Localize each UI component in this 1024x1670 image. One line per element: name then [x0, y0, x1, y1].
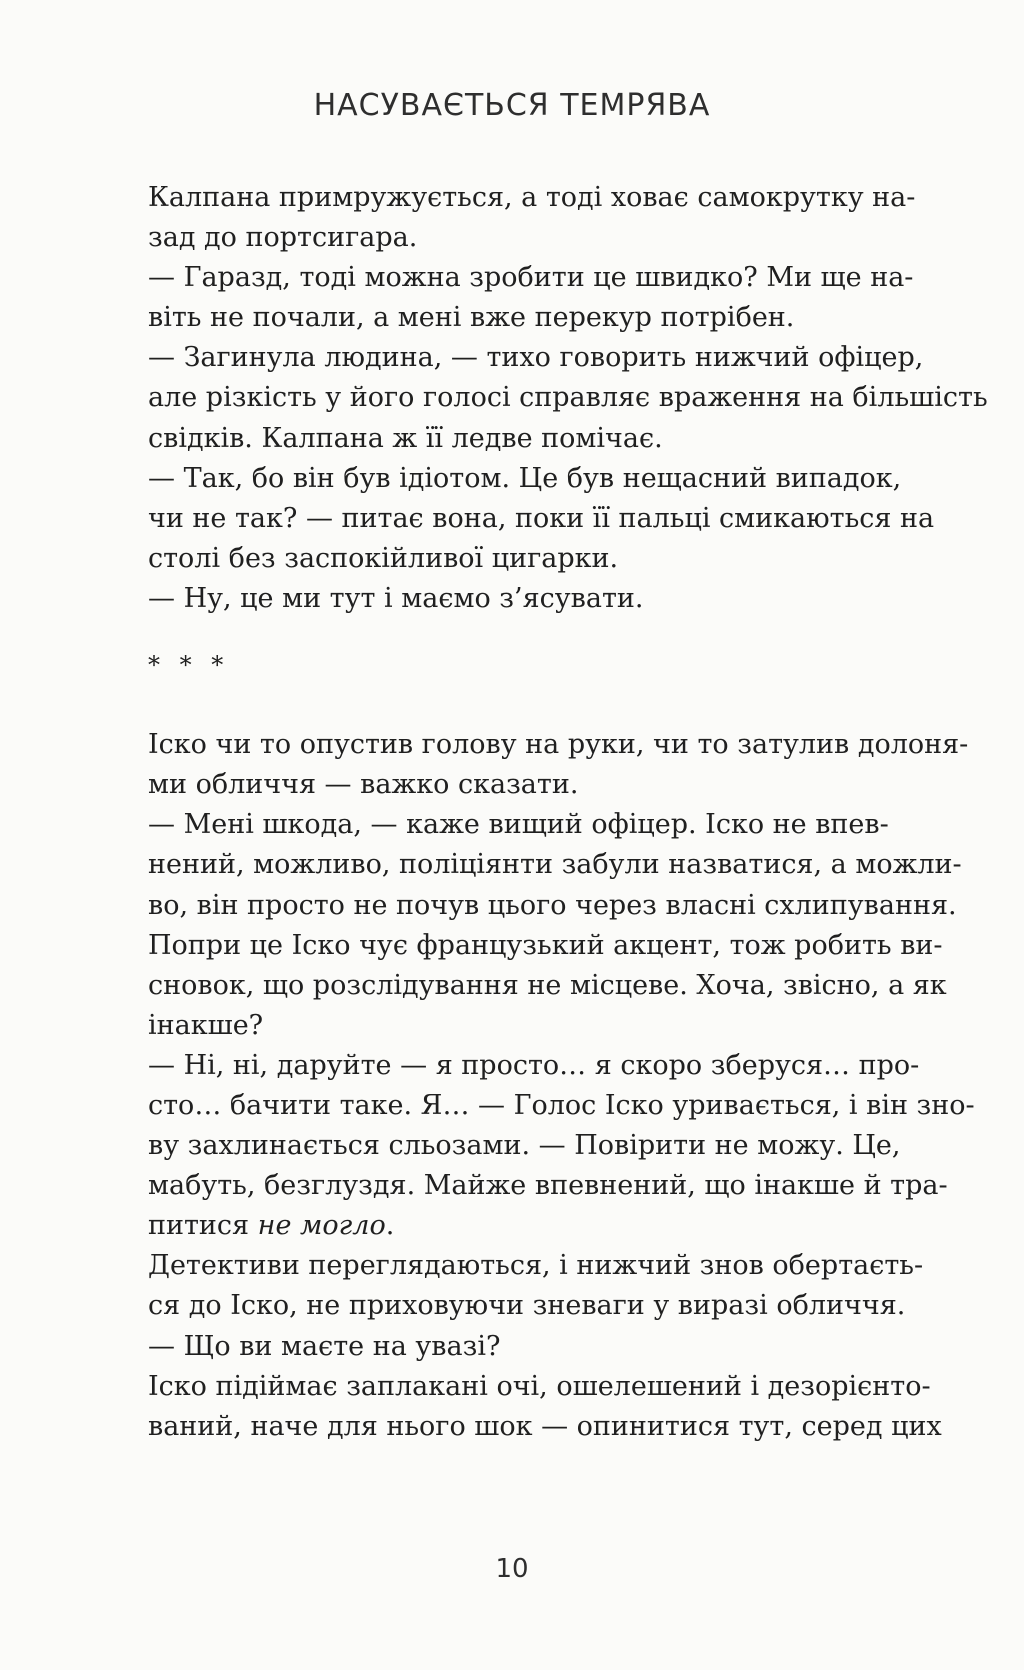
- text-line: — Мені шкода, — каже вищий офіцер. Іско не впев-: [148, 809, 889, 841]
- text-line: [148, 1206, 882, 1246]
- paragraph: [148, 459, 935, 579]
- text-line: але різкість у його голосі справляє враження на більшість: [148, 382, 988, 414]
- text-line: сновок, що розслідування не місцеве. Хоча, звісно, а як: [148, 969, 947, 1001]
- text-line: — Загинула людина, — тихо говорить нижчий офіцер,: [148, 342, 924, 374]
- text-line: — Ну, це ми тут і маємо з’ясувати.: [148, 582, 644, 614]
- body-text: [148, 178, 988, 1447]
- paragraph: [148, 258, 914, 338]
- text-line: — Що ви маєте на увазі?: [148, 1330, 501, 1362]
- text-line: Попри це Іско чує французький акцент, тож робить ви-: [148, 929, 943, 961]
- running-head: НАСУВАЄТЬСЯ ТЕМРЯВА: [313, 88, 711, 123]
- paragraph: [148, 579, 882, 619]
- paragraph: [148, 338, 988, 458]
- text-segment: .: [385, 1210, 395, 1242]
- text-line: ся до Іско, не приховуючи зневаги у виразі обличчя.: [148, 1290, 906, 1322]
- text-line: — Так, бо він був ідіотом. Це був нещасний випадок,: [148, 462, 902, 494]
- text-line: — Ні, ні, даруйте — я просто… я скоро зберуся… про-: [148, 1049, 920, 1081]
- text-segment: питися: [148, 1210, 258, 1242]
- italic-text: не могло: [257, 1210, 386, 1242]
- paragraph: [148, 1327, 882, 1367]
- text-line: столі без заспокійливої цигарки.: [148, 542, 619, 574]
- text-line: Калпана примружується, а тоді ховає самокрутку на-: [148, 182, 916, 213]
- text-line: ваний, наче для нього шок — опинитися тут, серед цих: [148, 1410, 942, 1442]
- text-line: — Гаразд, тоді можна зробити це швидко? Ми ще на-: [148, 262, 914, 294]
- paragraph: [148, 1246, 924, 1326]
- section-break: * * *: [148, 651, 230, 680]
- text-line: сто… бачити таке. Я… — Голос Іско уривається, і він зно-: [148, 1089, 975, 1121]
- text-line: Іско чи то опустив голову на руки, чи то затулив долоня-: [148, 729, 969, 761]
- text-line: інакше?: [148, 1009, 264, 1041]
- text-line: Іско підіймає заплакані очі, ошелешений і дезорієнто-: [148, 1370, 931, 1402]
- text-line: во, він просто не почув цього через власні схлипування.: [148, 889, 957, 921]
- text-line: чи не так? — питає вона, поки її пальці смикаються на: [148, 502, 935, 534]
- text-line: віть не почали, а мені вже перекур потрібен.: [148, 302, 795, 334]
- paragraph: [148, 1367, 942, 1447]
- text-line: ми обличчя — важко сказати.: [148, 769, 579, 801]
- text-line: свідків. Калпана ж її ледве помічає.: [148, 422, 663, 454]
- paragraph: [148, 178, 916, 258]
- text-line: Детективи переглядаються, і нижчий знов обертаєть-: [148, 1250, 924, 1282]
- paragraph: [148, 725, 969, 805]
- text-line: мабуть, безглуздя. Майже впевнений, що інакше й тра-: [148, 1170, 948, 1202]
- text-line: нений, можливо, поліціянти забули назватися, а можли-: [148, 849, 962, 881]
- paragraph: [148, 1046, 975, 1246]
- text-line: ву захлинається сльозами. — Повірити не можу. Це,: [148, 1130, 901, 1162]
- paragraph: [148, 805, 962, 1046]
- page-number: 10: [495, 1554, 529, 1584]
- text-line: зад до портсигара.: [148, 222, 418, 254]
